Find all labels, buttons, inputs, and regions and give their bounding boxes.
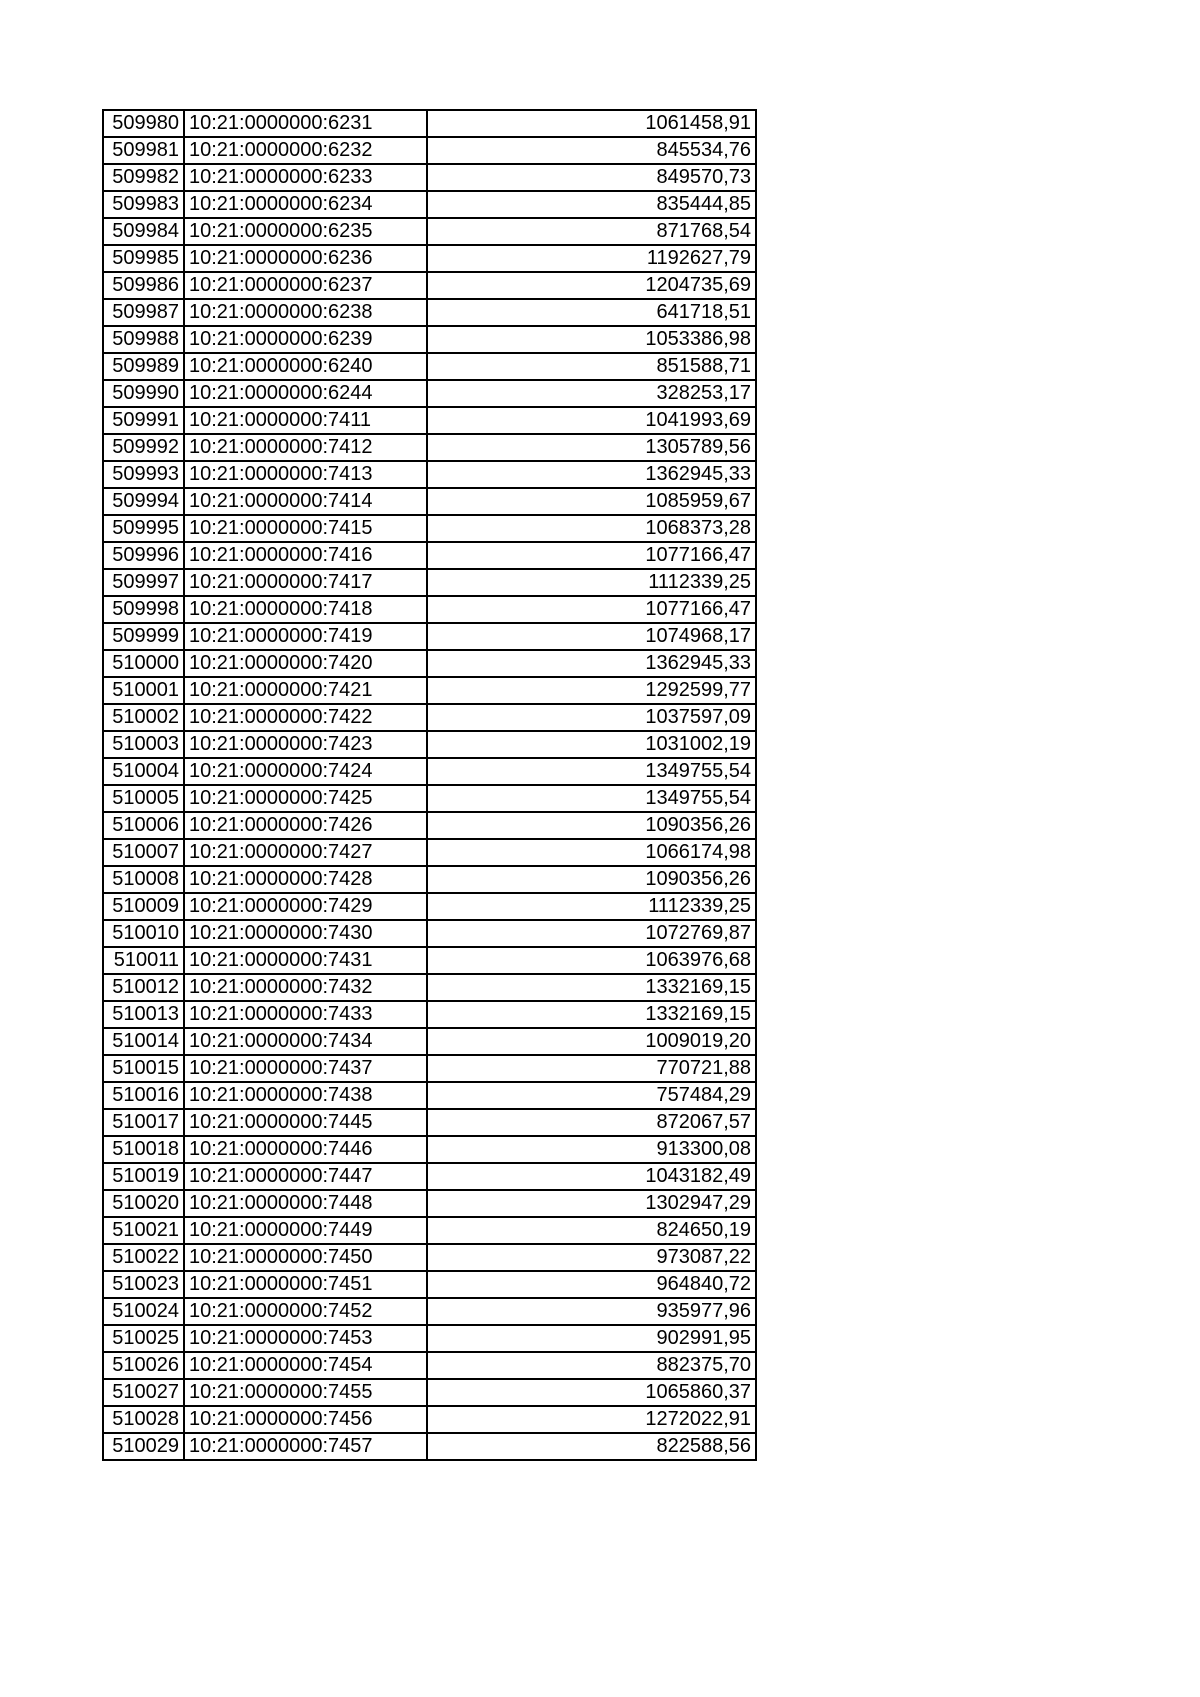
amount-cell: 770721,88 [427,1055,756,1082]
amount-cell: 1031002,19 [427,731,756,758]
table-row [103,893,756,920]
row-id-cell: 510007 [103,839,184,866]
table-row [103,920,756,947]
row-id-cell: 510019 [103,1163,184,1190]
row-id-cell: 509992 [103,434,184,461]
cadastral-number-cell: 10:21:0000000:7434 [184,1028,427,1055]
amount-cell: 1041993,69 [427,407,756,434]
cadastral-number-cell: 10:21:0000000:7431 [184,947,427,974]
cadastral-number-cell: 10:21:0000000:7420 [184,650,427,677]
cadastral-number-cell: 10:21:0000000:7446 [184,1136,427,1163]
amount-cell: 849570,73 [427,164,756,191]
table-row [103,1325,756,1352]
amount-cell: 1349755,54 [427,785,756,812]
amount-cell: 1272022,91 [427,1406,756,1433]
row-id-cell: 510004 [103,758,184,785]
table-row [103,1028,756,1055]
cadastral-number-cell: 10:21:0000000:6234 [184,191,427,218]
cadastral-number-cell: 10:21:0000000:7419 [184,623,427,650]
cadastral-number-cell: 10:21:0000000:7438 [184,1082,427,1109]
amount-cell: 822588,56 [427,1433,756,1460]
amount-cell: 1332169,15 [427,1001,756,1028]
row-id-cell: 510009 [103,893,184,920]
table-row [103,758,756,785]
cadastral-number-cell: 10:21:0000000:6232 [184,137,427,164]
table-row [103,1082,756,1109]
row-id-cell: 510020 [103,1190,184,1217]
table-row [103,1136,756,1163]
amount-cell: 872067,57 [427,1109,756,1136]
table-row [103,137,756,164]
row-id-cell: 510002 [103,704,184,731]
row-id-cell: 510006 [103,812,184,839]
row-id-cell: 509999 [103,623,184,650]
row-id-cell: 510021 [103,1217,184,1244]
row-id-cell: 510016 [103,1082,184,1109]
amount-cell: 1192627,79 [427,245,756,272]
cadastral-number-cell: 10:21:0000000:7453 [184,1325,427,1352]
row-id-cell: 509980 [103,110,184,137]
amount-cell: 913300,08 [427,1136,756,1163]
cadastral-number-cell: 10:21:0000000:7432 [184,974,427,1001]
cadastral-number-cell: 10:21:0000000:7455 [184,1379,427,1406]
row-id-cell: 509996 [103,542,184,569]
row-id-cell: 510026 [103,1352,184,1379]
amount-cell: 964840,72 [427,1271,756,1298]
amount-cell: 1362945,33 [427,461,756,488]
table-row [103,785,756,812]
cadastral-number-cell: 10:21:0000000:6239 [184,326,427,353]
amount-cell: 1072769,87 [427,920,756,947]
amount-cell: 1112339,25 [427,569,756,596]
table-row [103,704,756,731]
cadastral-number-cell: 10:21:0000000:7423 [184,731,427,758]
cadastral-number-cell: 10:21:0000000:7451 [184,1271,427,1298]
amount-cell: 973087,22 [427,1244,756,1271]
row-id-cell: 510014 [103,1028,184,1055]
cadastral-number-cell: 10:21:0000000:7447 [184,1163,427,1190]
amount-cell: 845534,76 [427,137,756,164]
cadastral-number-cell: 10:21:0000000:7413 [184,461,427,488]
amount-cell: 1065860,37 [427,1379,756,1406]
cadastral-number-cell: 10:21:0000000:7418 [184,596,427,623]
table-body [103,110,756,1460]
amount-cell: 1077166,47 [427,596,756,623]
table-row [103,299,756,326]
amount-cell: 1305789,56 [427,434,756,461]
row-id-cell: 510011 [103,947,184,974]
table-row [103,677,756,704]
table-row [103,488,756,515]
row-id-cell: 509987 [103,299,184,326]
amount-cell: 851588,71 [427,353,756,380]
row-id-cell: 509989 [103,353,184,380]
cadastral-number-cell: 10:21:0000000:7445 [184,1109,427,1136]
cadastral-number-cell: 10:21:0000000:7416 [184,542,427,569]
table-row [103,515,756,542]
cadastral-number-cell: 10:21:0000000:6244 [184,380,427,407]
cadastral-number-cell: 10:21:0000000:6236 [184,245,427,272]
table-row [103,164,756,191]
cadastral-number-cell: 10:21:0000000:7417 [184,569,427,596]
amount-cell: 1302947,29 [427,1190,756,1217]
table-row [103,1379,756,1406]
cadastral-number-cell: 10:21:0000000:7414 [184,488,427,515]
table-row [103,839,756,866]
row-id-cell: 510028 [103,1406,184,1433]
table-row [103,110,756,137]
row-id-cell: 510001 [103,677,184,704]
amount-cell: 824650,19 [427,1217,756,1244]
cadastral-number-cell: 10:21:0000000:7454 [184,1352,427,1379]
table-row [103,1271,756,1298]
table-row [103,1244,756,1271]
amount-cell: 1068373,28 [427,515,756,542]
data-table-container [102,109,757,1461]
amount-cell: 882375,70 [427,1352,756,1379]
amount-cell: 1090356,26 [427,866,756,893]
row-id-cell: 510022 [103,1244,184,1271]
table-row [103,218,756,245]
cadastral-number-cell: 10:21:0000000:7427 [184,839,427,866]
cadastral-number-cell: 10:21:0000000:7430 [184,920,427,947]
cadastral-number-cell: 10:21:0000000:7426 [184,812,427,839]
table-row [103,542,756,569]
amount-cell: 1074968,17 [427,623,756,650]
table-row [103,596,756,623]
row-id-cell: 510015 [103,1055,184,1082]
row-id-cell: 509994 [103,488,184,515]
cadastral-number-cell: 10:21:0000000:7428 [184,866,427,893]
table-row [103,623,756,650]
amount-cell: 641718,51 [427,299,756,326]
table-row [103,1190,756,1217]
table-row [103,1001,756,1028]
table-row [103,1298,756,1325]
amount-cell: 1077166,47 [427,542,756,569]
table-row [103,245,756,272]
table-row [103,434,756,461]
row-id-cell: 509995 [103,515,184,542]
row-id-cell: 509991 [103,407,184,434]
table-row [103,272,756,299]
cadastral-number-cell: 10:21:0000000:7411 [184,407,427,434]
cadastral-number-cell: 10:21:0000000:7429 [184,893,427,920]
row-id-cell: 510010 [103,920,184,947]
row-id-cell: 509984 [103,218,184,245]
table-row [103,974,756,1001]
table-row [103,731,756,758]
amount-cell: 1063976,68 [427,947,756,974]
row-id-cell: 510012 [103,974,184,1001]
table-row [103,812,756,839]
row-id-cell: 509997 [103,569,184,596]
table-row [103,866,756,893]
row-id-cell: 510025 [103,1325,184,1352]
table-row [103,191,756,218]
table-row [103,326,756,353]
row-id-cell: 510018 [103,1136,184,1163]
cadastral-number-cell: 10:21:0000000:7449 [184,1217,427,1244]
row-id-cell: 510003 [103,731,184,758]
table-row [103,1109,756,1136]
row-id-cell: 509985 [103,245,184,272]
cadastral-number-cell: 10:21:0000000:6237 [184,272,427,299]
row-id-cell: 510017 [103,1109,184,1136]
table-row [103,650,756,677]
cadastral-number-cell: 10:21:0000000:7421 [184,677,427,704]
table-row [103,1433,756,1460]
cadastral-number-cell: 10:21:0000000:7457 [184,1433,427,1460]
table-row [103,461,756,488]
amount-cell: 757484,29 [427,1082,756,1109]
cadastral-number-cell: 10:21:0000000:7450 [184,1244,427,1271]
cadastral-number-cell: 10:21:0000000:6231 [184,110,427,137]
table-row [103,947,756,974]
table-row [103,569,756,596]
amount-cell: 1204735,69 [427,272,756,299]
row-id-cell: 509990 [103,380,184,407]
row-id-cell: 510000 [103,650,184,677]
cadastral-number-cell: 10:21:0000000:6238 [184,299,427,326]
cadastral-number-cell: 10:21:0000000:7452 [184,1298,427,1325]
row-id-cell: 510027 [103,1379,184,1406]
table-row [103,1055,756,1082]
cadastral-number-cell: 10:21:0000000:7415 [184,515,427,542]
amount-cell: 1053386,98 [427,326,756,353]
table-row [103,407,756,434]
row-id-cell: 510013 [103,1001,184,1028]
table-row [103,380,756,407]
amount-cell: 935977,96 [427,1298,756,1325]
table-row [103,1163,756,1190]
cadastral-number-cell: 10:21:0000000:7412 [184,434,427,461]
table-row [103,353,756,380]
row-id-cell: 509998 [103,596,184,623]
amount-cell: 1085959,67 [427,488,756,515]
amount-cell: 1332169,15 [427,974,756,1001]
cadastral-number-cell: 10:21:0000000:6233 [184,164,427,191]
amount-cell: 1090356,26 [427,812,756,839]
cadastral-number-cell: 10:21:0000000:7437 [184,1055,427,1082]
amount-cell: 1112339,25 [427,893,756,920]
cadastral-number-cell: 10:21:0000000:7448 [184,1190,427,1217]
amount-cell: 1292599,77 [427,677,756,704]
row-id-cell: 510008 [103,866,184,893]
cadastral-number-cell: 10:21:0000000:7425 [184,785,427,812]
table-row [103,1352,756,1379]
amount-cell: 1349755,54 [427,758,756,785]
row-id-cell: 509993 [103,461,184,488]
row-id-cell: 510029 [103,1433,184,1460]
cadastral-number-cell: 10:21:0000000:6235 [184,218,427,245]
amount-cell: 1066174,98 [427,839,756,866]
row-id-cell: 509988 [103,326,184,353]
amount-cell: 1009019,20 [427,1028,756,1055]
amount-cell: 1362945,33 [427,650,756,677]
table-row [103,1217,756,1244]
row-id-cell: 510024 [103,1298,184,1325]
amount-cell: 1061458,91 [427,110,756,137]
data-table [102,109,757,1461]
row-id-cell: 509981 [103,137,184,164]
row-id-cell: 509982 [103,164,184,191]
cadastral-number-cell: 10:21:0000000:7424 [184,758,427,785]
cadastral-number-cell: 10:21:0000000:7456 [184,1406,427,1433]
cadastral-number-cell: 10:21:0000000:7422 [184,704,427,731]
cadastral-number-cell: 10:21:0000000:6240 [184,353,427,380]
amount-cell: 902991,95 [427,1325,756,1352]
row-id-cell: 509983 [103,191,184,218]
row-id-cell: 510023 [103,1271,184,1298]
cadastral-number-cell: 10:21:0000000:7433 [184,1001,427,1028]
row-id-cell: 509986 [103,272,184,299]
row-id-cell: 510005 [103,785,184,812]
amount-cell: 871768,54 [427,218,756,245]
table-row [103,1406,756,1433]
amount-cell: 1037597,09 [427,704,756,731]
amount-cell: 328253,17 [427,380,756,407]
amount-cell: 1043182,49 [427,1163,756,1190]
amount-cell: 835444,85 [427,191,756,218]
